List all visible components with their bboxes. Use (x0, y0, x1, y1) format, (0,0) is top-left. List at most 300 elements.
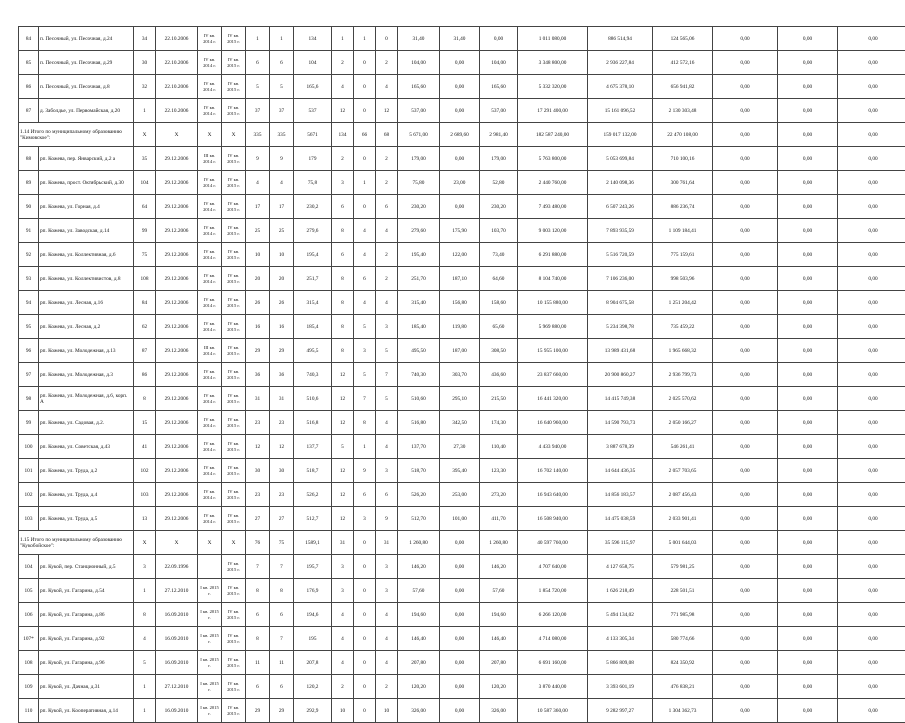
table-cell: 106 (19, 603, 39, 627)
table-cell: рп. Кукой, ул. Кооперативная, д.14 (39, 699, 134, 723)
table-cell: 29.12.2006 (156, 147, 198, 171)
table-cell: X (198, 531, 222, 555)
table-cell: рп. Кукой, ул. Дачная, д.31 (39, 675, 134, 699)
table-cell: 35 (134, 147, 156, 171)
table-cell: 3 393 601,19 (588, 675, 653, 699)
table-cell: 6 (246, 603, 270, 627)
table-cell: 4 (376, 75, 398, 99)
table-cell: 0,00 (838, 507, 905, 531)
table-cell: 1 626 218,49 (588, 579, 653, 603)
table-cell: 20 (270, 267, 294, 291)
table-cell: 104 (294, 51, 332, 75)
table-cell: 76 (246, 531, 270, 555)
table-body (19, 27, 905, 723)
table-cell: 5 (354, 315, 376, 339)
table-cell: 14 644 436,35 (588, 459, 653, 483)
table-cell: 31 (270, 387, 294, 411)
table-cell: 104 (19, 555, 39, 579)
table-cell: 8 904 675,58 (588, 291, 653, 315)
table-cell: 7 493 480,00 (518, 195, 588, 219)
table-cell: рп. Кожева, прост. Октябрьский, д.30 (39, 171, 134, 195)
table-cell: 29.12.2006 (156, 387, 198, 411)
table-cell: 1 (354, 171, 376, 195)
table-cell: 8 (134, 603, 156, 627)
table-cell: 315,40 (398, 291, 440, 315)
table-cell: 8 (354, 411, 376, 435)
table-cell: 2 (376, 51, 398, 75)
table-cell: 0,00 (778, 315, 838, 339)
table-cell: 96 (19, 339, 39, 363)
table-cell: 12 (332, 459, 354, 483)
table-cell: 36 (270, 363, 294, 387)
table-row (19, 459, 905, 483)
table-cell: 146,40 (480, 627, 518, 651)
table-cell: рп. Кожева, ул. Молодежная, д.6, корп. А (39, 387, 134, 411)
table-cell: 5 (332, 435, 354, 459)
table-cell: 1 965 668,32 (653, 339, 713, 363)
table-cell: рп. Кожева, ул. Заводская, д.14 (39, 219, 134, 243)
table-cell: IV кв. 2014 г. (198, 411, 222, 435)
table-cell: 23 (270, 483, 294, 507)
table-cell: 27 (270, 507, 294, 531)
table-cell: 85 (19, 51, 39, 75)
table-cell: 29.12.2006 (156, 315, 198, 339)
table-cell: 5 234 398,78 (588, 315, 653, 339)
table-cell: 230,20 (398, 195, 440, 219)
table-row (19, 387, 905, 411)
table-cell: 1 109 184,41 (653, 219, 713, 243)
housing-program-table (18, 26, 905, 723)
table-cell: 2 (376, 171, 398, 195)
table-cell (198, 555, 222, 579)
table-cell: п. Песочный, ул. Песочная, д.8 (39, 75, 134, 99)
table-cell: 0,00 (778, 75, 838, 99)
table-cell: 0,00 (838, 27, 905, 51)
table-cell: 29 (246, 339, 270, 363)
table-cell: 110,40 (480, 435, 518, 459)
table-cell: 0,00 (778, 27, 838, 51)
table-cell: 12 (332, 483, 354, 507)
table-cell: 0,00 (838, 459, 905, 483)
table-cell: 4 (246, 171, 270, 195)
table-cell: 6 291 880,00 (518, 243, 588, 267)
table-cell: IV кв. 2015 г. (222, 435, 246, 459)
table-cell: 0,00 (713, 507, 778, 531)
table-cell: 0,00 (778, 291, 838, 315)
table-cell: 75 (270, 531, 294, 555)
table-cell: 9 (376, 507, 398, 531)
table-cell: 95 (19, 315, 39, 339)
table-cell: 8 (332, 219, 354, 243)
table-cell: 4 (332, 75, 354, 99)
table-cell: 6 (332, 243, 354, 267)
table-cell: 20 900 860,27 (588, 363, 653, 387)
table-cell: IV кв. 2015 г. (222, 411, 246, 435)
table-cell: IV кв. 2014 г. (198, 459, 222, 483)
table-cell: 228 501,51 (653, 579, 713, 603)
table-cell: IV кв. 2015 г. (222, 51, 246, 75)
table-cell: 0,00 (713, 243, 778, 267)
table-cell: 0,00 (713, 411, 778, 435)
table-cell: 103 (134, 483, 156, 507)
table-cell: 90 (19, 195, 39, 219)
table-cell: 0 (354, 603, 376, 627)
table-cell: 4 (376, 219, 398, 243)
table-cell: 102 (19, 483, 39, 507)
table-row (19, 291, 905, 315)
table-cell: X (156, 123, 198, 147)
table-cell: 12 (332, 387, 354, 411)
table-cell: 1 (134, 699, 156, 723)
table-cell: 3 (354, 507, 376, 531)
table-cell: 1 304 362,73 (653, 699, 713, 723)
table-cell: 526,20 (398, 483, 440, 507)
table-cell: 98 (19, 387, 39, 411)
table-cell: 4 (376, 627, 398, 651)
table-cell: 10 (332, 699, 354, 723)
table-cell: 137,7 (294, 435, 332, 459)
table-cell: 12 (246, 435, 270, 459)
table-cell: 0,00 (838, 675, 905, 699)
table-cell: 119,80 (440, 315, 480, 339)
table-cell: 86 (134, 363, 156, 387)
table-cell: 10 (270, 243, 294, 267)
table-cell: 195,7 (294, 555, 332, 579)
table-cell: 6 (354, 483, 376, 507)
table-cell: 0,00 (440, 531, 480, 555)
table-row (19, 243, 905, 267)
table-cell: 8 (246, 627, 270, 651)
table-cell: 4 714 080,00 (518, 627, 588, 651)
table-cell: 146,20 (480, 555, 518, 579)
table-cell: 0,00 (440, 651, 480, 675)
table-cell: 134 (294, 27, 332, 51)
table-cell: 16 640 960,00 (518, 411, 588, 435)
table-cell: 31 (332, 531, 354, 555)
table-cell: 1 (270, 27, 294, 51)
table-cell: 0,00 (713, 171, 778, 195)
table-cell: 4 133 305,34 (588, 627, 653, 651)
table-cell: 68 (376, 123, 398, 147)
table-cell: 4 (376, 603, 398, 627)
table-cell: 2 (376, 675, 398, 699)
table-cell: 12 (332, 507, 354, 531)
table-cell: 107* (19, 627, 39, 651)
table-cell: I кв. 2015 г. (198, 579, 222, 603)
table-row (19, 75, 905, 99)
table-cell: 8 (134, 387, 156, 411)
table-cell: 22.09.1996 (156, 555, 198, 579)
table-row (19, 219, 905, 243)
table-row (19, 99, 905, 123)
table-cell: 3 (332, 579, 354, 603)
table-cell: 300 761,64 (653, 171, 713, 195)
table-cell: 22.10.2006 (156, 51, 198, 75)
table-cell: 16 702 140,00 (518, 459, 588, 483)
table-cell: 5 671,00 (398, 123, 440, 147)
table-cell: 5 866 809,08 (588, 651, 653, 675)
table-cell: IV кв. 2015 г. (222, 291, 246, 315)
table-cell: 73,40 (480, 243, 518, 267)
table-row (19, 579, 905, 603)
table-row (19, 363, 905, 387)
table-cell: 165,6 (294, 75, 332, 99)
table-cell: 0,00 (778, 651, 838, 675)
table-cell: 0,00 (713, 267, 778, 291)
table-cell: 29.12.2006 (156, 411, 198, 435)
table-cell: 94 (19, 291, 39, 315)
table-cell: 26 (270, 291, 294, 315)
table-cell: 11 (246, 651, 270, 675)
table-cell: рп. Кожева, ул. Садовая, д.2. (39, 411, 134, 435)
table-cell: 31 (376, 531, 398, 555)
table-cell: п. Песочный, ул. Песочная, д.29 (39, 51, 134, 75)
table-cell: 5 001 644,03 (653, 531, 713, 555)
table-cell: 17 (246, 195, 270, 219)
table-cell: 207,80 (480, 651, 518, 675)
table-cell: 512,70 (398, 507, 440, 531)
table-cell: 8 (332, 315, 354, 339)
table-cell: 0 (354, 699, 376, 723)
table-cell: 146,20 (398, 555, 440, 579)
table-cell: 37 (246, 99, 270, 123)
table-cell: 34 (134, 27, 156, 51)
table-cell: 100 (19, 435, 39, 459)
table-cell: 134 (332, 123, 354, 147)
table-cell: 29.12.2006 (156, 291, 198, 315)
table-cell: 4 (354, 291, 376, 315)
table-cell: 230,2 (294, 195, 332, 219)
table-cell: 0,00 (440, 555, 480, 579)
table-cell: 0,00 (440, 699, 480, 723)
table-row (19, 27, 905, 51)
table-cell: 0,00 (838, 531, 905, 555)
table-cell: 91 (19, 219, 39, 243)
table-cell: 5 332 320,00 (518, 75, 588, 99)
table-cell: 12 (270, 435, 294, 459)
table-cell: 0,00 (713, 99, 778, 123)
table-cell: 137,70 (398, 435, 440, 459)
table-cell: 179,00 (398, 147, 440, 171)
table-cell: 22.10.2006 (156, 99, 198, 123)
table-cell: 26 (246, 291, 270, 315)
table-cell: 22 470 108,00 (653, 123, 713, 147)
table-cell: I кв. 2015 г. (198, 651, 222, 675)
table-cell: 185,4 (294, 315, 332, 339)
table-cell: 16 508 940,00 (518, 507, 588, 531)
table-cell: рп. Кукой, ул. Гагарина, д.92 (39, 627, 134, 651)
table-cell: 108 (19, 651, 39, 675)
table-cell: 0,00 (440, 147, 480, 171)
table-cell: 0,00 (440, 195, 480, 219)
table-cell: 6 (270, 603, 294, 627)
table-cell: 102 (134, 459, 156, 483)
table-cell: IV кв. 2015 г. (222, 363, 246, 387)
table-cell: I кв. 2015 г. (198, 675, 222, 699)
table-cell: 2 050 166,27 (653, 411, 713, 435)
table-cell: 4 (332, 651, 354, 675)
table-cell: IV кв. 2014 г. (198, 267, 222, 291)
table-cell: IV кв. 2015 г. (222, 339, 246, 363)
table-cell: 12 (332, 99, 354, 123)
table-cell: 0,00 (713, 195, 778, 219)
table-cell: 31,40 (440, 27, 480, 51)
table-cell: 0,00 (778, 267, 838, 291)
table-cell: 23 (270, 411, 294, 435)
table-cell: 29.12.2006 (156, 171, 198, 195)
table-cell: 52,80 (480, 171, 518, 195)
table-cell: 2 936 227,84 (588, 51, 653, 75)
table-cell: 66 (354, 123, 376, 147)
table-cell: 5 (270, 75, 294, 99)
table-row (19, 195, 905, 219)
table-cell: 537,00 (480, 99, 518, 123)
table-cell: 3 (376, 315, 398, 339)
table-cell: 3 348 800,00 (518, 51, 588, 75)
table-cell: 75 (134, 243, 156, 267)
table-cell: 2 936 799,73 (653, 363, 713, 387)
table-cell: 1 260,80 (398, 531, 440, 555)
table-cell: 4 (354, 243, 376, 267)
table-cell: 0,00 (713, 51, 778, 75)
table-cell: 25 (246, 219, 270, 243)
table-cell: 0,00 (713, 147, 778, 171)
table-cell: 0,00 (838, 603, 905, 627)
table-cell: 156,80 (440, 291, 480, 315)
table-cell: рп. Кожева, ул. Советская, д.43 (39, 435, 134, 459)
table-cell: 510,60 (398, 387, 440, 411)
table-cell: 32 (134, 75, 156, 99)
table-cell: 64,60 (480, 267, 518, 291)
table-cell: 3 870 440,00 (518, 675, 588, 699)
table-cell: 303,70 (440, 363, 480, 387)
table-cell: 9 (246, 147, 270, 171)
table-cell: 14 590 793,73 (588, 411, 653, 435)
table-cell: 0,00 (838, 555, 905, 579)
table-cell: 6 691 160,00 (518, 651, 588, 675)
table-cell: 30 (246, 459, 270, 483)
table-cell: 23,00 (440, 171, 480, 195)
table-cell: 57,60 (480, 579, 518, 603)
table-cell: 6 (270, 51, 294, 75)
table-cell: X (198, 123, 222, 147)
table-cell: 0 (354, 51, 376, 75)
table-cell: 537 (294, 99, 332, 123)
table-cell: 740,30 (398, 363, 440, 387)
table-cell: 656 941,82 (653, 75, 713, 99)
table-cell: 1589,1 (294, 531, 332, 555)
table-cell: 5 969 880,00 (518, 315, 588, 339)
table-cell: 0,00 (838, 363, 905, 387)
table-cell: 735 459,22 (653, 315, 713, 339)
table-cell: 0,00 (778, 123, 838, 147)
table-cell: 315,4 (294, 291, 332, 315)
table-cell: 886 514,94 (588, 27, 653, 51)
table-cell: 22.10.2006 (156, 27, 198, 51)
table-cell: IV кв. 2015 г. (222, 675, 246, 699)
table-cell: 2 (332, 147, 354, 171)
housing-program-table-sheet (18, 26, 888, 723)
table-cell: 120,20 (480, 675, 518, 699)
table-cell: 998 503,96 (653, 267, 713, 291)
table-cell: 411,70 (480, 507, 518, 531)
table-cell: 0 (354, 627, 376, 651)
table-cell: 0,00 (778, 579, 838, 603)
table-cell: 2 130 303,48 (653, 99, 713, 123)
table-cell: 0,00 (778, 459, 838, 483)
table-cell: 165,60 (480, 75, 518, 99)
table-cell: 101 (19, 459, 39, 483)
table-row (19, 627, 905, 651)
table-row (19, 339, 905, 363)
table-cell: 886 236,74 (653, 195, 713, 219)
table-cell: 12 (332, 363, 354, 387)
table-cell: 14 415 749,38 (588, 387, 653, 411)
table-cell: 512,7 (294, 507, 332, 531)
table-row (19, 267, 905, 291)
table-cell: 1 (354, 435, 376, 459)
table-cell: X (156, 531, 198, 555)
table-cell: 0,00 (838, 315, 905, 339)
table-row (19, 651, 905, 675)
table-cell: 0,00 (440, 51, 480, 75)
table-cell: 1 (354, 27, 376, 51)
table-cell: 6 (246, 51, 270, 75)
table-cell: 1 260,80 (480, 531, 518, 555)
table-cell: 0,00 (778, 51, 838, 75)
table-cell: 8 (270, 579, 294, 603)
table-cell: 8 (332, 339, 354, 363)
table-cell: IV кв. 2015 г. (222, 483, 246, 507)
table-cell: 99 (134, 219, 156, 243)
table-cell: IV кв. 2015 г. (222, 603, 246, 627)
table-cell: 29.12.2006 (156, 435, 198, 459)
table-cell: 0,00 (440, 675, 480, 699)
table-cell: 31,40 (398, 27, 440, 51)
table-cell: 10 (246, 243, 270, 267)
table-cell: 0,00 (778, 147, 838, 171)
table-cell: рп. Кукой, ул. Гагарина, д.54 (39, 579, 134, 603)
table-cell: 120,20 (398, 675, 440, 699)
table-cell: рп. Кукой, пер. Станционный, д.5 (39, 555, 134, 579)
table-cell: 0,00 (778, 99, 838, 123)
table-cell: 124 565,06 (653, 27, 713, 51)
table-cell: 2 689,60 (440, 123, 480, 147)
table-cell: IV кв. 2014 г. (198, 435, 222, 459)
table-cell: 0,00 (713, 579, 778, 603)
table-cell: 279,60 (398, 219, 440, 243)
table-cell: 0,00 (778, 435, 838, 459)
table-cell: 0,00 (778, 699, 838, 723)
table-cell: 0,00 (838, 123, 905, 147)
table-cell: 29.12.2006 (156, 363, 198, 387)
table-cell: IV кв. 2014 г. (198, 363, 222, 387)
table-cell: 7 (270, 627, 294, 651)
table-cell: 0,00 (838, 699, 905, 723)
table-cell: 40 597 760,00 (518, 531, 588, 555)
table-cell: 0 (354, 75, 376, 99)
table-cell: 516,8 (294, 411, 332, 435)
table-cell: 23 837 660,00 (518, 363, 588, 387)
table-cell: 0,00 (778, 171, 838, 195)
table-cell: IV кв. 2014 г. (198, 507, 222, 531)
table-cell: 0,00 (838, 51, 905, 75)
table-cell: 2 (332, 51, 354, 75)
table-cell: 1 854 720,00 (518, 579, 588, 603)
table-cell: 0,00 (838, 411, 905, 435)
table-cell: 2 033 901,41 (653, 507, 713, 531)
table-cell: 0,00 (713, 459, 778, 483)
